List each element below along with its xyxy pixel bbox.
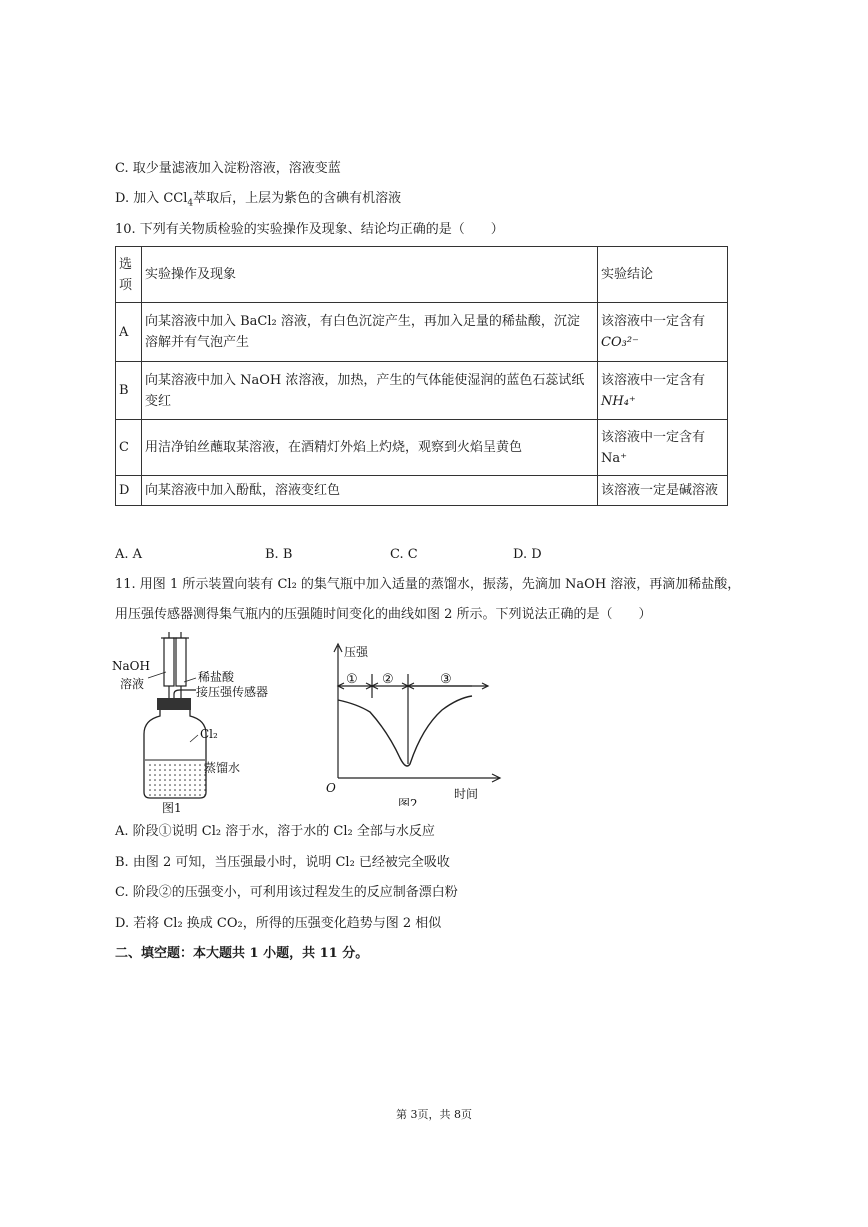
water-dot — [164, 794, 166, 796]
water-dot — [154, 779, 156, 781]
q11-option-c: C. 阶段②的压强变小，可利用该过程发生的反应制备漂白粉 — [115, 885, 458, 900]
water-dot — [189, 794, 191, 796]
water-dot — [189, 769, 191, 771]
table-row — [116, 362, 728, 420]
water-dot — [194, 769, 196, 771]
q9-option-c: C. 取少量滤液加入淀粉溶液，溶液变蓝 — [115, 161, 341, 176]
table-row — [116, 303, 728, 362]
section-heading: 二、填空题：本大题共 1 小题，共 11 分。 — [115, 946, 369, 961]
water-dot — [179, 779, 181, 781]
water-dot — [204, 779, 206, 781]
row-label: C — [116, 420, 142, 476]
water-dot — [174, 794, 176, 796]
water-dot — [154, 789, 156, 791]
origin-label: O — [326, 781, 336, 795]
q11-stem-line2: 用压强传感器测得集气瓶内的压强随时间变化的曲线如图 2 所示。下列说法正确的是（ ） — [115, 607, 652, 622]
row-conclusion: 该溶液中一定含有 CO₃²⁻ — [598, 303, 728, 362]
figure-1-caption: 图1 — [162, 801, 182, 815]
water-dot — [154, 784, 156, 786]
water-dot — [199, 789, 201, 791]
page-footer: 第 3页，共 8页 — [396, 1108, 472, 1121]
water-dot — [179, 774, 181, 776]
row-operation: 向某溶液中加入 BaCl₂ 溶液，有白色沉淀产生，再加入足量的稀盐酸，沉淀 溶解并有气泡产生 — [142, 303, 598, 362]
water-dot — [164, 769, 166, 771]
water-dot — [199, 794, 201, 796]
figure-1-apparatus — [108, 632, 298, 818]
table-header-row — [116, 247, 728, 303]
water-dot — [159, 774, 161, 776]
water-dot — [154, 764, 156, 766]
label-naoh-solution: 溶液 — [120, 677, 145, 691]
water-dot — [159, 779, 161, 781]
water-dot — [189, 784, 191, 786]
water-dot — [149, 784, 151, 786]
water-dot — [164, 774, 166, 776]
q11-option-a: A. 阶段①说明 Cl₂ 溶于水，溶于水的 Cl₂ 全部与水反应 — [115, 824, 435, 839]
water-dot — [199, 769, 201, 771]
water-dot — [194, 774, 196, 776]
water-dot — [204, 789, 206, 791]
q10-option-b: B. B — [265, 547, 293, 562]
row-label: D — [116, 476, 142, 506]
water-dot — [149, 794, 151, 796]
q9-option-d-sub: 4 — [187, 198, 194, 209]
label-naoh: NaOH — [112, 659, 150, 673]
water-dot — [169, 779, 171, 781]
water-dot — [159, 769, 161, 771]
water-dot — [194, 764, 196, 766]
water-dot — [149, 764, 151, 766]
syringe-icon — [161, 632, 196, 700]
water-dot — [184, 784, 186, 786]
row-conclusion: 该溶液中一定含有 Na⁺ — [598, 420, 728, 476]
water-dot — [169, 774, 171, 776]
water-dot — [184, 764, 186, 766]
stage-3-label: ③ — [440, 672, 452, 687]
water-dot — [149, 769, 151, 771]
water-dot — [174, 789, 176, 791]
row-label: A — [116, 303, 142, 362]
water-dot — [179, 784, 181, 786]
water-dot — [169, 789, 171, 791]
table-row — [116, 420, 728, 476]
figure-2-pressure-curve — [322, 636, 512, 806]
water-dot — [174, 774, 176, 776]
water-dot — [154, 769, 156, 771]
water-dot — [174, 779, 176, 781]
row-label: B — [116, 362, 142, 420]
water-dot — [184, 794, 186, 796]
x-axis-label: 时间 — [454, 787, 479, 801]
water-dot — [189, 779, 191, 781]
row-conclusion: 该溶液一定是碱溶液 — [598, 476, 728, 506]
water-dot — [164, 784, 166, 786]
row-operation: 向某溶液中加入 NaOH 浓溶液，加热，产生的气体能使湿润的蓝色石蕊试纸 变红 — [142, 362, 598, 420]
row-operation: 向某溶液中加入酚酞，溶液变红色 — [142, 476, 598, 506]
water-dot — [194, 779, 196, 781]
water-dot — [174, 784, 176, 786]
q11-stem-line1: 11. 用图 1 所示装置向装有 Cl₂ 的集气瓶中加入适量的蒸馏水，振荡，先滴加 NaOH 溶液，再滴加稀盐酸， — [115, 577, 741, 592]
water-dot — [194, 789, 196, 791]
water-dot — [184, 779, 186, 781]
q11-option-b: B. 由图 2 可知，当压强最小时，说明 Cl₂ 已经被完全吸收 — [115, 855, 450, 870]
water-dot — [189, 764, 191, 766]
water-dot — [189, 774, 191, 776]
q9-option-d-pre: D. 加入 CCl — [115, 191, 188, 206]
water-dot — [164, 764, 166, 766]
table-row — [116, 476, 728, 506]
water-dot — [149, 789, 151, 791]
water-dot — [184, 774, 186, 776]
water-dot — [174, 769, 176, 771]
stage-2-label: ② — [382, 672, 394, 687]
water-dot — [179, 764, 181, 766]
row-operation: 用洁净铂丝蘸取某溶液，在酒精灯外焰上灼烧，观察到火焰呈黄色 — [142, 420, 598, 476]
water-dot — [194, 794, 196, 796]
water-dot — [159, 794, 161, 796]
figure-2-caption: 图2 — [398, 797, 418, 806]
stage-1-label: ① — [346, 672, 358, 687]
water-dot — [194, 784, 196, 786]
water-dot — [169, 769, 171, 771]
water-dot — [189, 789, 191, 791]
water-dot — [159, 784, 161, 786]
water-dot — [159, 789, 161, 791]
label-hcl: 稀盐酸 — [198, 670, 235, 684]
water-dot — [199, 774, 201, 776]
q10-table — [115, 246, 728, 506]
label-water: 蒸馏水 — [204, 761, 241, 775]
water-dot — [169, 794, 171, 796]
water-dot — [184, 789, 186, 791]
q10-option-c: C. C — [390, 547, 418, 562]
water-dot — [179, 789, 181, 791]
water-dot — [179, 794, 181, 796]
water-dot — [179, 769, 181, 771]
q10-option-d: D. D — [513, 547, 542, 562]
pressure-curve — [338, 696, 472, 766]
y-axis-label: 压强 — [344, 645, 369, 659]
water-dot — [164, 779, 166, 781]
water-dot — [159, 764, 161, 766]
water-dot — [164, 789, 166, 791]
row-conclusion: 该溶液中一定含有 NH₄⁺ — [598, 362, 728, 420]
water-dot — [204, 784, 206, 786]
water-dot — [149, 779, 151, 781]
q10-stem: 10. 下列有关物质检验的实验操作及现象、结论均正确的是（ ） — [115, 222, 504, 237]
stopper-icon — [157, 698, 191, 710]
water-dot — [199, 779, 201, 781]
water-dot — [184, 769, 186, 771]
label-cl2: Cl₂ — [200, 727, 218, 741]
water-dot — [204, 794, 206, 796]
water-dot — [149, 774, 151, 776]
water-dot — [199, 784, 201, 786]
water-dot — [154, 794, 156, 796]
water-dot — [154, 774, 156, 776]
q10-option-a: A. A — [115, 547, 143, 562]
label-sensor: 接压强传感器 — [196, 685, 269, 699]
water-dot — [169, 784, 171, 786]
header-option: 选 项 — [116, 247, 142, 303]
q9-option-d-post: 萃取后，上层为紫色的含碘有机溶液 — [193, 191, 402, 206]
q9-option-d — [115, 190, 401, 213]
header-conclusion: 实验结论 — [598, 247, 728, 303]
water-dot — [169, 764, 171, 766]
water-dot — [174, 764, 176, 766]
water-dot — [199, 764, 201, 766]
q11-option-d: D. 若将 Cl₂ 换成 CO₂，所得的压强变化趋势与图 2 相似 — [115, 916, 442, 931]
header-operation: 实验操作及现象 — [142, 247, 598, 303]
